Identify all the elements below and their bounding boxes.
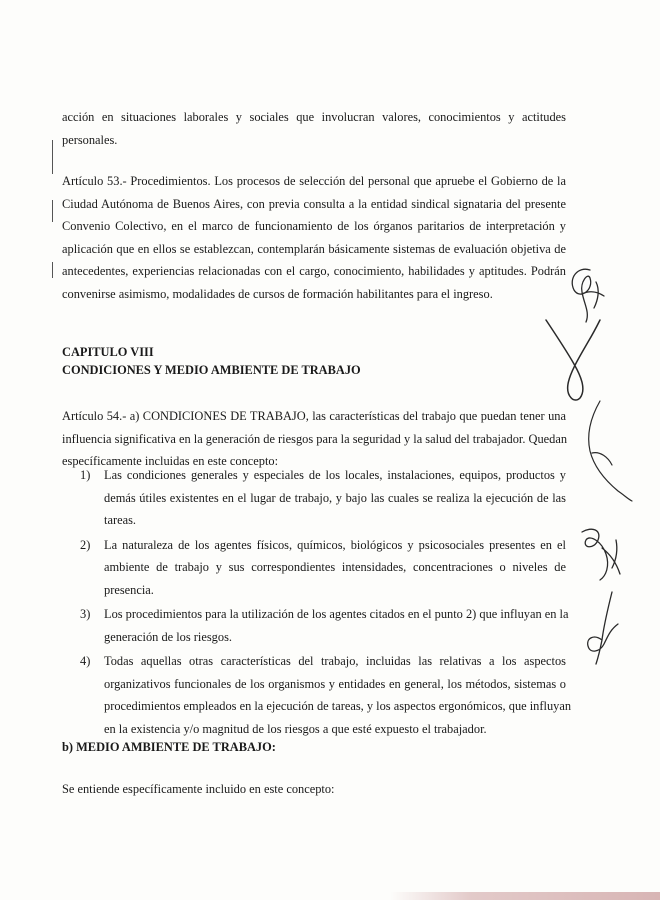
article-53-line: aplicación que en ellos se establezcan, contemplarán básicamente sistemas de evaluación objetiva de — [62, 241, 566, 256]
intro-paragraph — [62, 106, 566, 151]
list-item-line: organizativos funcionales de los organismos y entidades en general, los métodos, sistemas o — [104, 676, 566, 691]
article-54-line: específicamente incluidas en este concepto: — [62, 454, 279, 468]
list-item-line: La naturaleza de los agentes físicos, químicos, biológicos y psicosociales presentes en el — [104, 537, 566, 552]
article-54-paragraph — [62, 405, 566, 473]
margin-mark — [52, 140, 53, 174]
list-item-line: presencia. — [104, 582, 154, 597]
list-item-line: Las condiciones generales y especiales de los locales, instalaciones, equipos, productos y — [104, 468, 566, 482]
list-item-line: en la existencia y/o magnitud de los riesgos a que esté expuesto el trabajador. — [104, 721, 487, 736]
list-item — [80, 534, 566, 602]
list-item-line: generación de los riesgos. — [104, 629, 232, 644]
list-item-line: ambiente de trabajo y sus correspondientes intensidades, concentraciones o niveles de — [104, 560, 566, 574]
article-53-line: antecedentes, experiencias relacionadas con el cargo, conocimiento, habilidades y aptitudes. Podrán — [62, 264, 566, 278]
section-b-title: b) MEDIO AMBIENTE DE TRABAJO: — [62, 740, 276, 754]
intro-line-2: personales. — [62, 132, 118, 147]
signature-stroke-3 — [578, 395, 638, 505]
list-item-line: Los procedimientos para la utilización de los agentes citados en el punto 2) que influyan en la — [104, 607, 569, 621]
section-b-paragraph — [62, 778, 566, 801]
signature-mark-2 — [540, 316, 610, 406]
list-item — [80, 650, 572, 740]
conditions-list — [80, 464, 572, 742]
signature-initials-4 — [572, 520, 632, 585]
list-item-number: 4) — [80, 654, 91, 668]
list-item-number: 3) — [80, 607, 91, 621]
list-item — [80, 603, 569, 648]
article-53-line: Ciudad Autónoma de Buenos Aires, con previa consulta a la entidad sindical signataria del presente — [62, 196, 566, 211]
list-item-number: 1) — [80, 468, 91, 482]
intro-line-1: acción en situaciones laborales y sociales que involucran valores, conocimientos y actitudes — [62, 110, 566, 124]
margin-mark — [52, 262, 53, 278]
list-item — [80, 464, 566, 532]
list-item-line: procedimientos empleados en la ejecución de tareas, y los aspectos ergonómicos, que influyan — [104, 699, 572, 713]
chapter-title: CONDICIONES Y MEDIO AMBIENTE DE TRABAJO — [62, 363, 361, 377]
margin-mark — [52, 200, 53, 222]
article-54-line: Artículo 54.- a) CONDICIONES DE TRABAJO, las características del trabajo que puedan tener una — [62, 409, 566, 423]
article-53-line: convenirse asimismo, modalidades de cursos de formación habilitantes para el ingreso. — [62, 286, 493, 301]
list-item-line: demás útiles existentes en el lugar de trabajo, y bajo las cuales se realiza la ejecución de las — [104, 490, 566, 505]
section-b-text: Se entiende específicamente incluido en este concepto: — [62, 782, 335, 796]
list-item-line: tareas. — [104, 513, 136, 527]
article-53-line: Artículo 53.- Procedimientos. Los procesos de selección del personal que apruebe el Gobierno de la — [62, 174, 566, 188]
scan-edge-stain — [390, 892, 660, 900]
article-53-paragraph — [62, 170, 566, 305]
article-54-line: influencia significativa en la generación de riesgos para la seguridad y la salud del trabajador. Quedan — [62, 431, 568, 446]
list-item-line: Todas aquellas otras características del trabajo, incluidas las relativas a los aspectos — [104, 654, 566, 668]
list-item-number: 2) — [80, 537, 91, 552]
article-53-line: Convenio Colectivo, en el marco de funcionamiento de los órganos paritarios de interpretación y — [62, 219, 566, 233]
chapter-number: CAPITULO VIII — [62, 345, 154, 359]
signature-initials-5 — [578, 588, 628, 668]
